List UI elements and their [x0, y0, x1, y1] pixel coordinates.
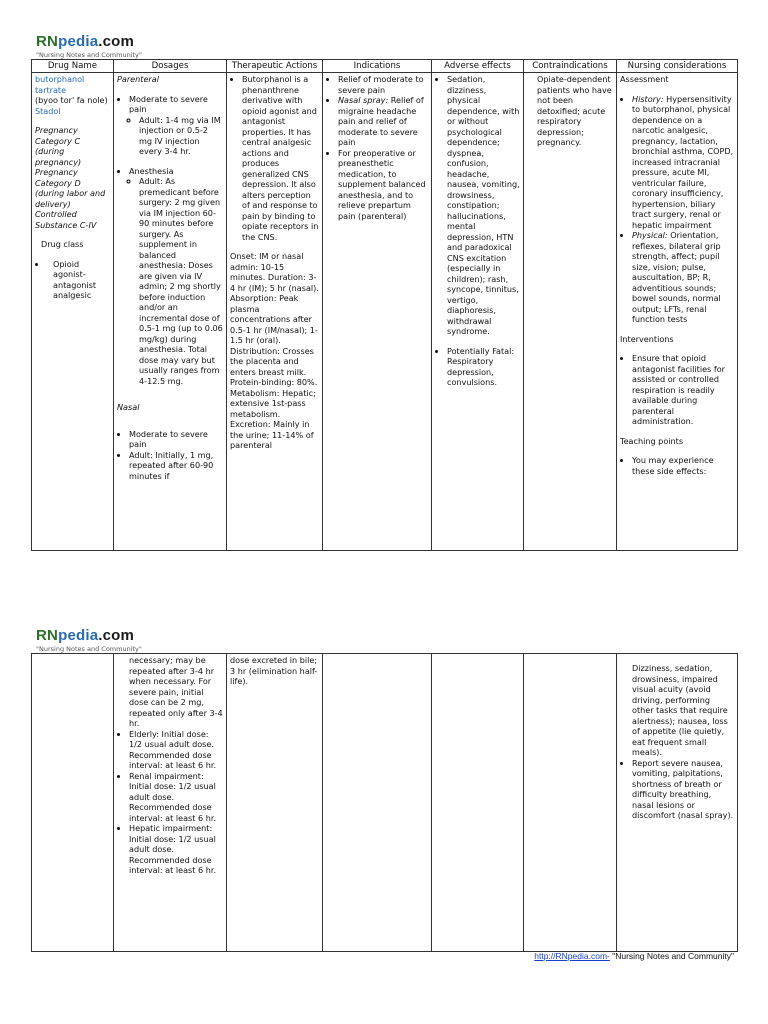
drug-brand: Stadol [35, 105, 61, 116]
teaching-label: Teaching points [620, 435, 684, 446]
drug-class-label: Drug class [41, 239, 84, 249]
adverse-effects-cell [432, 654, 524, 952]
site-logo: RNpedia.com [36, 627, 135, 644]
drug-table-page-1 [31, 59, 738, 551]
dosage-subitem: ◦ Adult: As premedicant before surgery: 2 mg given via IM injection 60-90 minutes before surgery. As supplement in balanced anesthesia: Doses are given via IV admin; 2 mg shortly before induction and/or an incremental dose of 0.5-1 mg (up to 0.06 mg/kg) during anesthesia. Total dose may vary but usually ranges from 4-12.5 mg. [139, 176, 223, 386]
drug-class-value: • Opioid agonist-antagonist analgesic [47, 259, 110, 301]
pharmacokinetics-continuation: dose excreted in bile; 3 hr (elimination half-life). [230, 655, 318, 686]
dosage-item: • Elderly: Initial dose: 1/2 usual adult dose. Recommended dose interval: at least 6 hr. [129, 729, 223, 771]
footer-text: "Nursing Notes and Community" [609, 951, 734, 961]
contraindications-cell [524, 654, 617, 952]
site-tagline: "Nursing Notes and Community" [36, 51, 142, 59]
nursing-considerations-cell [617, 73, 738, 551]
header-row [32, 60, 738, 73]
dosage-item: • Moderate to severe pain [129, 429, 223, 450]
therapeutic-actions-cell [227, 73, 323, 551]
content-row [32, 654, 738, 952]
pregnancy-category: Pregnancy Category C (during pregnancy) Pregnancy Category D (during labor and delivery) Controlled Substance C-IV [35, 125, 106, 230]
intervention-item: • Ensure that opioid antagonist facilities for assisted or controlled respiration is readily available during parenteral administration. [632, 353, 734, 427]
teaching-item: • You may experience these side effects: [632, 455, 734, 476]
pharmacokinetics-text: Onset: IM or nasal admin: 10-15 minutes. Duration: 3-4 hr (IM); 5 hr (nasal). Absorption: Peak plasma concentrations after 0.5-1 hr (IM/nasal); 1-1.5 hr (oral). Distribution: Crosses the placenta and enters breast milk. Protein-binding: 80%. Metabolism: Hepatic; extensive 1st-pass metabolism. Excretion: Mainly in the urine; 11-14% of parenteral [230, 251, 319, 450]
indications-cell [323, 654, 432, 952]
physical-item: • Physical: Orientation, reflexes, bilateral grip strength, affect; pupil size, vision; pulse, auscultation, BP; R, adventitious sounds; bowel sounds, normal output; LFTs, renal function tests [632, 230, 734, 325]
therapeutic-actions-cell [227, 654, 323, 952]
header-dosages: Dosages [114, 60, 227, 73]
header-adverse-effects: Adverse effects [432, 60, 524, 73]
drug-pronunciation: (byoo tor' fa nole) [35, 95, 108, 105]
header-nursing-considerations: Nursing considerations [617, 60, 738, 73]
dosages-cell [114, 73, 227, 551]
dosage-item: • Adult: Initially, 1 mg, repeated after 60-90 minutes if [129, 450, 223, 482]
teaching-item: • Report severe nausea, vomiting, palpitations, shortness of breath or difficulty breathing, nasal lesions or discomfort (nasal spray). [632, 758, 734, 821]
header-contraindications: Contraindications [524, 60, 617, 73]
interventions-label: Interventions [620, 333, 674, 344]
contraindications-cell [524, 73, 617, 551]
dosage-item: • Moderate to severe pain [129, 94, 223, 115]
drug-name-cell [32, 654, 114, 952]
drug-table-page-2 [31, 653, 738, 952]
dosage-item: • Anesthesia [129, 166, 223, 177]
dosage-item: • Hepatic impairment: Initial dose: 1/2 usual adult dose. Recommended dose interval: at least 6 hr. [129, 823, 223, 876]
parenteral-label: Parenteral [117, 74, 159, 84]
contraindications-text: Opiate-dependent patients who have not been detoxified; acute respiratory depression; pregnancy. [537, 74, 612, 147]
site-logo: RNpedia.com [36, 33, 135, 50]
assessment-label: Assessment [620, 74, 669, 84]
drug-name: butorphanol [35, 74, 85, 84]
history-item: • History: Hypersensitivity to butorphanol, physical dependence on a narcotic analgesic, pregnancy, lactation, bronchial asthma, COPD, increased intracranial pressure, acute MI, ventricular failure, coronary insufficiency, hypertension, biliary tract surgery, renal or hepatic impairment [632, 94, 734, 231]
page-footer [534, 951, 734, 961]
header-therapeutic-actions: Therapeutic Actions [227, 60, 323, 73]
dosages-cell [114, 654, 227, 952]
dosage-item: • Renal impairment: Initial dose: 1/2 usual adult dose. Recommended dose interval: at least 6 hr. [129, 771, 223, 824]
site-tagline: "Nursing Notes and Community" [36, 645, 142, 653]
drug-salt: tartrate [35, 84, 67, 95]
teaching-continuation: Dizziness, sedation, drowsiness, impaired visual acuity (avoid driving, performing other tasks that require alertness); nausea, loss of appetite (lie quietly, eat frequent small meals). [632, 663, 728, 757]
header-drug-name: Drug Name [32, 60, 114, 73]
adverse-item: • Sedation, dizziness, physical dependence, with or without psychological dependence; dyspnea, confusion, headache, nausea, vomiting, drowsiness, constipation; hallucinations, mental depression, HTN and paradoxical CNS excitation (especially in children); rash, syncope, tinnitus, vertigo, diaphoresis, withdrawal syndrome. [447, 74, 520, 337]
adverse-item: • Potentially Fatal: Respiratory depression, convulsions. [447, 346, 520, 388]
drug-name-cell [32, 73, 114, 551]
indication-item: • Relief of moderate to severe pain [338, 74, 428, 95]
therapeutic-bullet: • Butorphanol is a phenanthrene derivative with opioid agonist and antagonist properties. It has central analgesic actions and produces generalized CNS depression. It also alters perception of and response to pain by binding to opiate receptors in the CNS. [242, 74, 319, 242]
header-indications: Indications [323, 60, 432, 73]
footer-link[interactable]: http://RNpedia.com- [534, 951, 610, 961]
adverse-effects-cell [432, 73, 524, 551]
dosage-subitem: ◦ Adult: 1-4 mg via IM injection or 0.5-2 mg IV injection every 3-4 hr. [139, 115, 223, 157]
content-row [32, 73, 738, 551]
nursing-considerations-cell [617, 654, 738, 952]
dosage-continuation: necessary; may be repeated after 3-4 hr when necessary. For severe pain, initial dose can be 2 mg, repeated only after 3-4 hr. [129, 655, 223, 728]
nasal-label: Nasal [117, 402, 140, 412]
indication-item: • Nasal spray: Relief of migraine headache pain and relief of moderate to severe pain [338, 95, 428, 148]
indication-item: • For preoperative or preanesthetic medication, to supplement balanced anesthesia, and to relieve prepartum pain (parenteral) [338, 148, 428, 222]
indications-cell [323, 73, 432, 551]
